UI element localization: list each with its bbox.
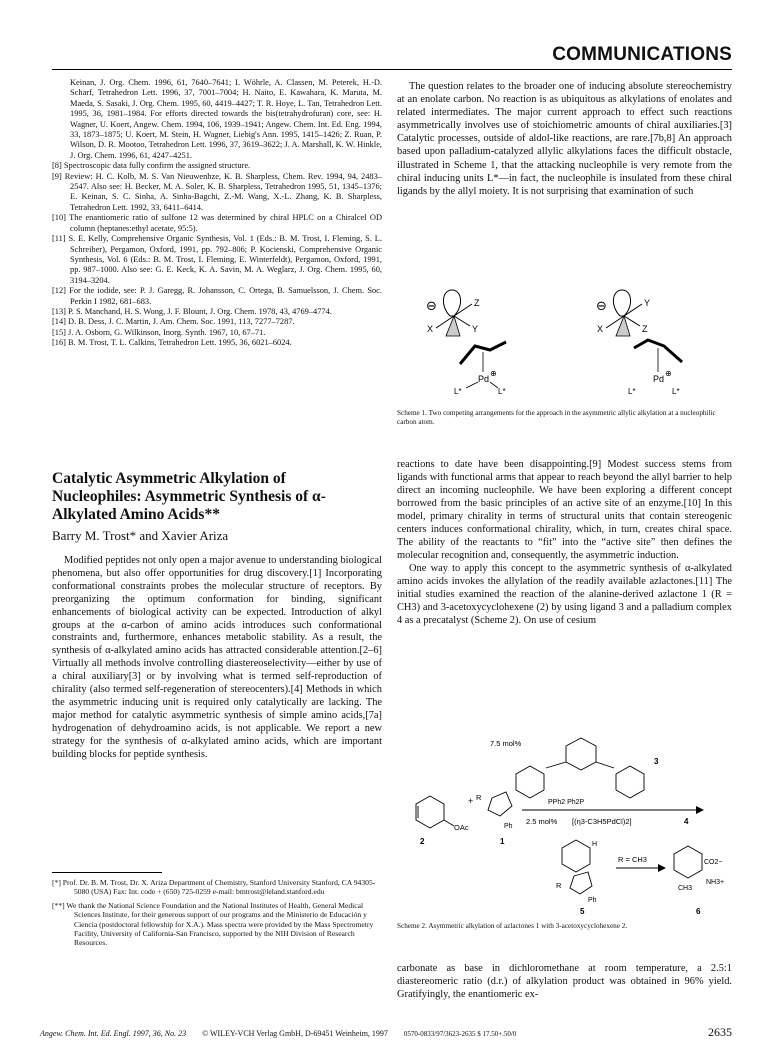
scheme-1-right-arrangement bbox=[596, 290, 682, 396]
reference-10: [10] The enantiomeric ratio of sulfone 12 was determined by chiral HPLC on a Chiralcel OD column (heptanes:ethyl acetate, 95:5). bbox=[52, 213, 382, 233]
compound-2-label: 2 bbox=[420, 837, 425, 846]
scheme-1-caption: Scheme 1. Two competing arrangements for the approach in the asymmetric allylic alkylation at a nucleophilic carbon atom. bbox=[397, 409, 716, 426]
plus-sign: + bbox=[468, 796, 474, 806]
label-pd: Pd bbox=[478, 374, 490, 384]
references-list bbox=[52, 78, 382, 349]
charge-minus: ⊖ bbox=[596, 298, 607, 313]
left-body-text bbox=[52, 555, 382, 762]
page-footer bbox=[40, 1025, 732, 1040]
reference-continued: Keinan, J. Org. Chem. 1996, 61, 7640–7641; I. Wöhrle, A. Classen, M. Peterek, H.-D. Scharf, Tetrahedron Lett. 1996, 37, 7001–7004; H. Naito, E. Kawahara, K. Maruta, M. Maeda, S. Sasaki, J. Org. Chem. 1995, 60, 4419–4427; T. R. Hoye, L. Tan, Tetrahedron Lett. 1995, 36, 1981–1984. For efforts directed towards the bis(tetrahydrofuran) core, see: H. Wagner, U. Koert, Angew. Chem. 1994, 106, 1939–1941; Angew. Chem. Int. Ed. Eng. 1994, 33, 1873–1875; U. Koert, M. Stein, H. Wagner, Liebig's Ann. 1995, 1415–1426; Z. Ruan, P. Wilson, D. R. Mootoo, Tetrahedron Lett. 1996, 37, 3619–3622; J. A. Marshall, K. W. Hinkle, J. Org. Chem. 1996, 61, 4247–4251. bbox=[70, 78, 382, 160]
label-y: Y bbox=[644, 298, 651, 308]
compound-5-label: 5 bbox=[580, 907, 585, 916]
r-label: R bbox=[556, 881, 562, 890]
reference-12: [12] For the iodide, see: P. J. Garegg, R. Johansson, C. Ortega, B. Samuelsson, J. Chem. Soc. Perkin I 1982, 681–683. bbox=[52, 286, 382, 306]
paragraph-text: Modified peptides not only open a major avenue to understanding biological phenomena, but also offer opportunities for drug discovery.[1] Incorporating conformational constraints probes the molecular structure of receptors. By preorganizing the optimum conformation for binding, significant enhancements of biological activity can be expected. Introduction of alkyl groups at the α-carbon of amino acids introduces such conformational constraints and, furthermore, enhances metabolic stability. As a result, the synthesis of α-alkylated amino acids has attracted considerable attention.[2–6] Virtually all methods involve controlling diastereoselectivity—either by use of a chiral auxiliary[3] or by involving what is termed self-reproduction of chirality (also termed self-regeneration of stereocenters).[4] Methods in which the asymmetric inducing unit is required only catalytically are lacking. The major method for catalytic asymmetric synthesis of simple amino acids,[7a] hydrogenation of dehydroamino acids, is not applicable. We report a new strategy for the synthesis of α-alkylated amino acids, which are important building blocks for peptide synthesis. bbox=[52, 555, 382, 760]
label-z: Z bbox=[642, 324, 648, 334]
compound-6-label: 6 bbox=[696, 907, 701, 916]
ligand-l2: L* bbox=[672, 387, 680, 396]
oac-label: OAc bbox=[454, 823, 469, 832]
conditions-label: R = CH3 bbox=[618, 855, 647, 864]
paragraph-text: carbonate as base in dichloromethane at room temperature, a 2.5:1 diastereomeric ratio (d.r.) of alkylation product was obtained in 96% yield. Gratifyingly, the enantiomeric ex- bbox=[397, 963, 732, 1000]
section-title: COMMUNICATIONS bbox=[552, 44, 732, 65]
product-5-structure bbox=[556, 840, 597, 916]
azlactone-1-structure bbox=[476, 792, 513, 846]
label-pd: Pd bbox=[653, 374, 665, 384]
co2-label: CO2− bbox=[704, 859, 723, 866]
intro-right-paragraph bbox=[397, 80, 732, 198]
scheme-2-caption: Scheme 2. Asymmetric alkylation of azlactones 1 with 3-acetoxycyclohexene 2. bbox=[397, 922, 628, 930]
product-6-structure bbox=[674, 846, 724, 916]
header-rule bbox=[52, 69, 732, 70]
label-y: Y bbox=[472, 324, 479, 334]
article-authors: Barry M. Trost* and Xavier Ariza bbox=[52, 528, 229, 543]
ph-label: Ph bbox=[588, 897, 597, 904]
ligand-3-structure bbox=[490, 738, 659, 806]
bottom-right-paragraph bbox=[397, 962, 732, 1001]
footnote-separator bbox=[52, 872, 162, 873]
reference-9: [9] Review: H. C. Kolb, M. S. Van Nieuwenhze, K. B. Sharpless, Chem. Rev. 1994, 94, 2483–2547. Also see: H. Becker, M. A. Soler, K. B. Sharpless, Tetrahedron 1995, 51, 1345–1376; E. Keinan, S. C. Sinha, A. Sinha-Bagchi, Z.-M. Wang, X.-L. Zhang, K. B. Sharpless, Tetrahedron Lett. 1992, 33, 6411–6414. bbox=[52, 171, 382, 212]
page-number: 2635 bbox=[708, 1025, 732, 1039]
scheme-2-figure bbox=[396, 734, 732, 916]
ligand-l1: L* bbox=[628, 387, 636, 396]
ligand-l1: L* bbox=[454, 387, 462, 396]
ph-label: Ph bbox=[504, 823, 513, 830]
publisher-line: © WILEY-VCH Verlag GmbH, D-69451 Weinheim, 1997 bbox=[202, 1029, 388, 1038]
reference-16: [16] B. M. Trost, T. L. Calkins, Tetrahedron Lett. 1995, 36, 6021–6024. bbox=[52, 338, 292, 348]
reference-13: [13] P. S. Manchand, H. S. Wong, J. F. Blount, J. Org. Chem. 1978, 43, 4769–4774. bbox=[52, 306, 332, 316]
label-x: X bbox=[427, 324, 434, 334]
label-x: X bbox=[597, 324, 604, 334]
nh3-label: NH3+ bbox=[706, 879, 725, 886]
pd-loading: 2.5 mol% bbox=[526, 817, 558, 826]
h-label: H bbox=[592, 841, 598, 848]
footnote-corresponding-author: [*] Prof. Dr. B. M. Trost, Dr. X. Ariza Department of Chemistry, Stanford University Stanford, CA 94305-5080 (USA) Fax: Int. code + (650) 725-0259 e-mail: bmtrost@leland.stanford.edu bbox=[52, 878, 376, 897]
issn-line: 0570-0833/97/3623-2635 $ 17.50+.50/0 bbox=[403, 1030, 517, 1038]
right-body-text bbox=[397, 458, 732, 627]
scheme-1-left-arrangement bbox=[426, 290, 506, 396]
reference-8: [8] Spectroscopic data fully confirm the assigned structure. bbox=[52, 161, 251, 171]
paragraph-text: One way to apply this concept to the asymmetric synthesis of α-alkylated amino acids invokes the allylation of the readily available azlactones.[11] The initial studies examined the reaction of the alanine-derived azlactone 1 (R = CH3) and 3-acetoxycyclohexene (2) by using ligand 3 and a palladium complex 4 as a precatalyst (Scheme 2). On use of cesium bbox=[397, 563, 732, 626]
article-title: Catalytic Asymmetric Alkylation of Nucleophiles: Asymmetric Synthesis of α-Alkylated Amino Acids** bbox=[52, 470, 326, 523]
ligand-loading: 7.5 mol% bbox=[490, 739, 522, 748]
reference-15: [15] J. A. Osborn, G. Wilkinson, Inorg. Synth. 1967, 10, 67–71. bbox=[52, 327, 266, 337]
paragraph-text: The question relates to the broader one of inducing absolute stereochemistry at an enolate carbon. No reaction is as ubiquitous as alkylations of enolates and related intermediates. The major current approach to effect such reactions asymmetrically involves use of stoichiometric amounts of chiral auxiliaries.[3] Catalytic processes, outside of aldol-like reactions, are rare.[7b,8] An approach based upon palladium-catalyzed allylic alkylations faces the difficult obstacle, illustrated in Scheme 1, that the attacking nucleophile is very remote from the chiral inducing units L*—in fact, the nucleophile is insulated from these chiral ligands by the allyl moiety. It is not surprising that examination of such bbox=[397, 81, 732, 197]
paragraph-text: reactions to date have been disappointing.[9] Modest success stems from ligands with functional arms that appear to reach beyond the allyl barrier to help direct an incoming nucleophile. We have been exploring a different concept borrowed from the basic principles of an active site of an enzyme.[10] In this model, primary chirality in terms of structural units that contain stereogenic centers induces conformational chirality, which, in turn, creates chiral space. The ability of the reactants to “fit” into the “active site” then defines the molecular recognition and, consequently, the asymmetric induction. bbox=[397, 459, 732, 561]
journal-citation: Angew. Chem. Int. Ed. Engl. 1997, 36, No. 23 bbox=[40, 1029, 187, 1038]
compound-1-label: 1 bbox=[500, 837, 505, 846]
pph2-label: PPh2 Ph2P bbox=[548, 799, 585, 806]
ligand-l2: L* bbox=[498, 387, 506, 396]
pd-charge: ⊕ bbox=[665, 369, 672, 378]
substrate-2-structure bbox=[416, 796, 469, 846]
footnote-acknowledgments: [**] We thank the National Science Foundation and the National Institutes of Health, General Medical Sciences Institute, for their generous support of our programs and the Ministerio de Educación y Ciencia (postdoctoral fellowship for X.A.). Mass spectra were provided by the Mass Spectrometry Facility, University of California-San Francisco, supported by the NIH Division of Research Resources. bbox=[52, 900, 374, 948]
footnotes bbox=[52, 878, 382, 948]
ch3-label: CH3 bbox=[678, 885, 693, 892]
reference-11: [11] S. E. Kelly, Comprehensive Organic Synthesis, Vol. 1 (Eds.: B. M. Trost, I. Fleming, S. L. Schreiber), Pergamon, Oxford, 1991, pp. 792–806; P. Kocienski, Comprehensive Organic Synthesis, Vol. 6 (Eds.: B. M. Trost, I. Fleming, E. Winterfeldt), Pergamon, Oxford, 1991, pp. 987–1000. Also see: G. E. Keck, K. A. Savin, M. A. Weglarz, J. Org. Chem. 1995, 60, 3194–3204. bbox=[52, 234, 382, 285]
reference-14: [14] D. B. Dess, J. C. Martin, J. Am. Chem. Soc. 1991, 113, 7277–7287. bbox=[52, 317, 295, 327]
pd-complex-label: 4 bbox=[684, 817, 689, 826]
charge-minus: ⊖ bbox=[426, 298, 437, 313]
ligand-label: 3 bbox=[654, 757, 659, 766]
label-z: Z bbox=[474, 298, 480, 308]
pd-complex: [(η3-C3H5PdCl)2] bbox=[572, 817, 632, 826]
scheme-1-figure bbox=[420, 286, 720, 402]
pd-charge: ⊕ bbox=[490, 369, 497, 378]
r-label: R bbox=[476, 793, 482, 802]
